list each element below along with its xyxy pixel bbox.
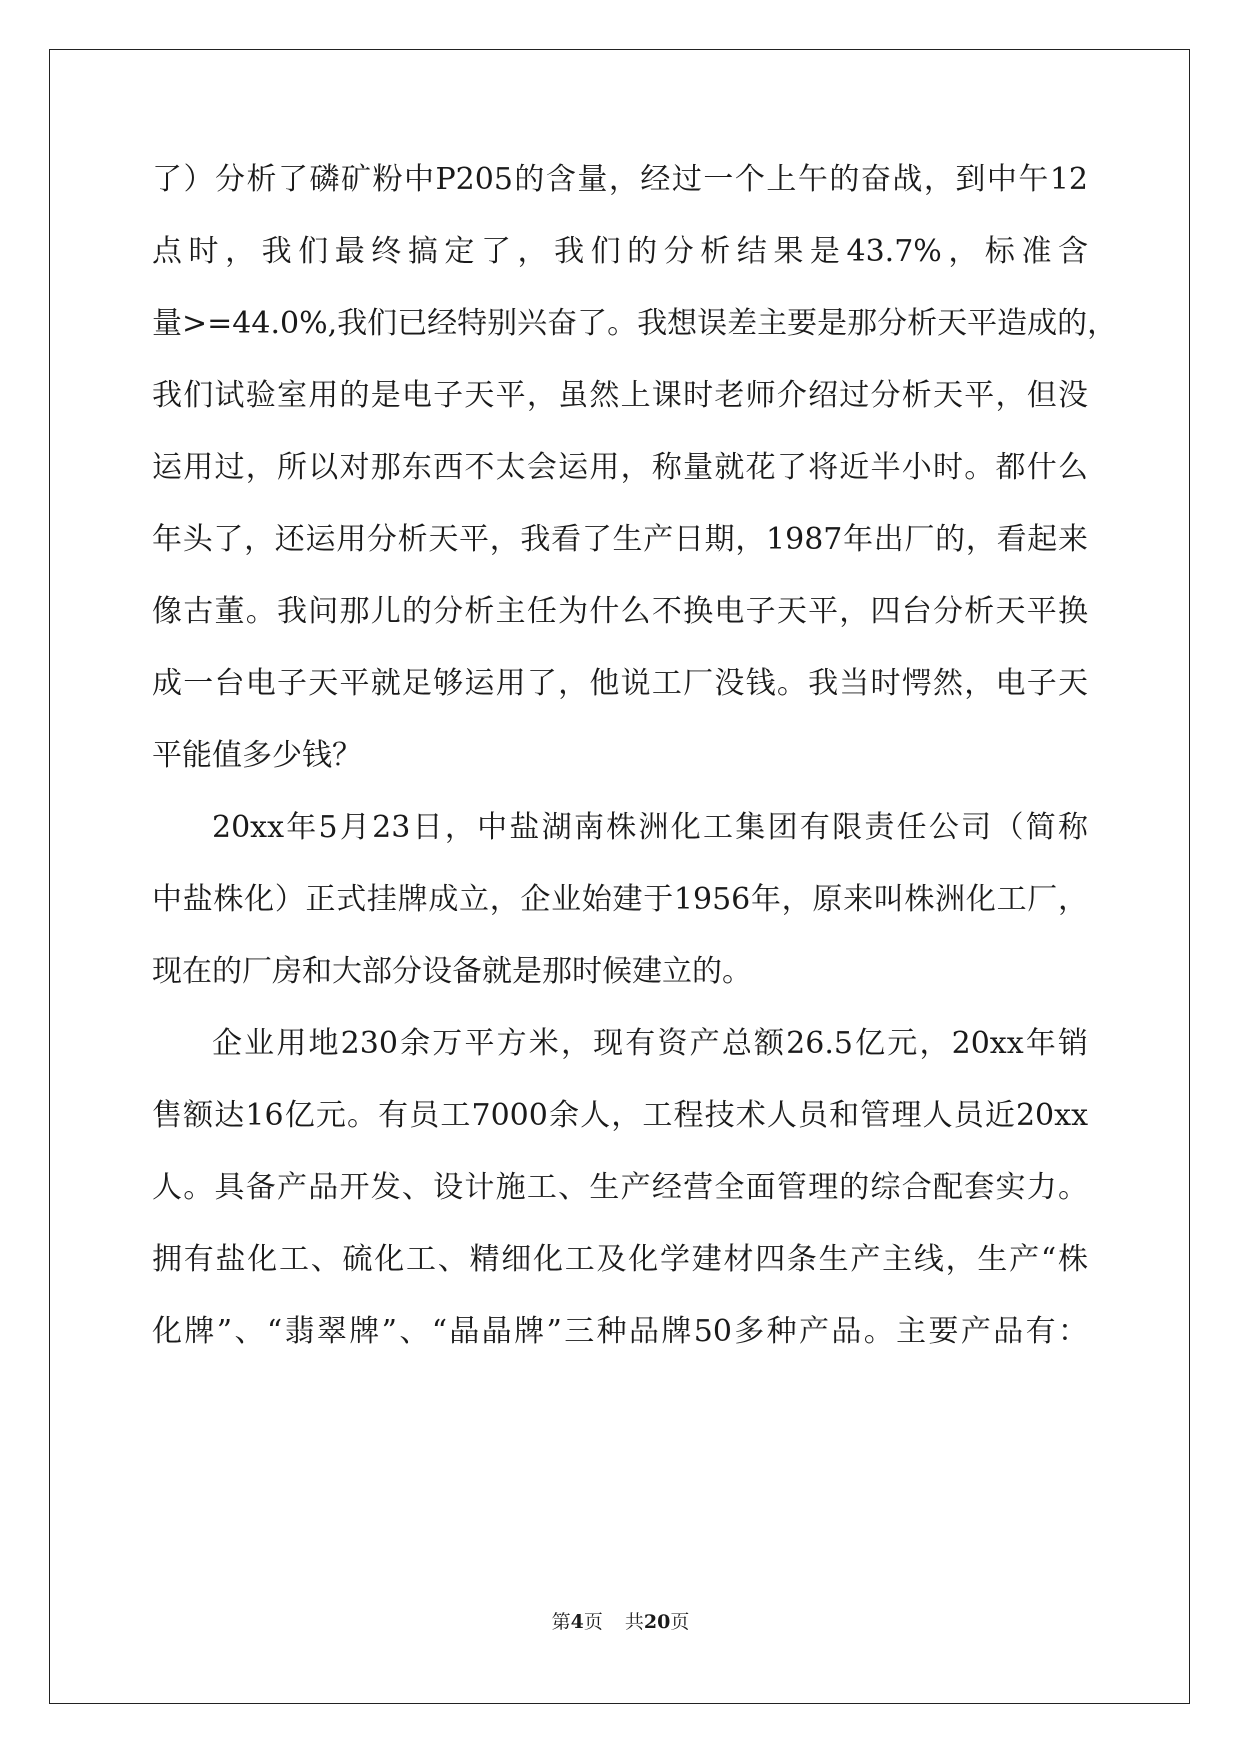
text-line: 拥有盐化工、硫化工、精细化工及化学建材四条生产主线，生产“株 [152, 1242, 1088, 1277]
paragraph-first-line: 20xx年5月23日，中盐湖南株洲化工集团有限责任公司（简称 [212, 810, 1088, 845]
text-line: 中盐株化）正式挂牌成立，企业始建于1956年，原来叫株洲化工厂， [152, 882, 1088, 917]
paragraph-first-line: 企业用地230余万平方米，现有资产总额26.5亿元，20xx年销 [212, 1026, 1088, 1061]
page-number: 4 [570, 1611, 584, 1633]
text-line: 我们试验室用的是电子天平，虽然上课时老师介绍过分析天平，但没 [152, 378, 1088, 413]
text-line: 年头了，还运用分析天平，我看了生产日期，1987年出厂的，看起来 [152, 522, 1088, 557]
text-line: 量>=44.0%,我们已经特别兴奋了。我想误差主要是那分析天平造成的， [152, 306, 1118, 341]
page-prefix: 第 [551, 1611, 571, 1633]
page-border [49, 49, 1190, 1704]
text-line: 人。具备产品开发、设计施工、生产经营全面管理的综合配套实力。 [152, 1170, 1088, 1205]
text-line: 运用过，所以对那东西不太会运用，称量就花了将近半小时。都什么 [152, 450, 1088, 485]
text-line: 平能值多少钱？ [152, 738, 362, 773]
text-line: 现在的厂房和大部分设备就是那时候建立的。 [152, 954, 752, 989]
text-line: 成一台电子天平就足够运用了，他说工厂没钱。我当时愕然，电子天 [152, 666, 1088, 701]
total-pages: 20 [643, 1611, 671, 1633]
text-line: 化牌”、“翡翠牌”、“晶晶牌”三种品牌50多种产品。主要产品有： [152, 1314, 1088, 1349]
page-unit: 页 [583, 1611, 603, 1633]
text-line: 了）分析了磷矿粉中P205的含量，经过一个上午的奋战，到中午12 [152, 162, 1088, 197]
total-unit: 页 [670, 1611, 690, 1633]
text-line: 像古董。我问那儿的分析主任为什么不换电子天平，四台分析天平换 [152, 594, 1088, 629]
text-line: 售额达16亿元。有员工7000余人，工程技术人员和管理人员近20xx [152, 1098, 1088, 1133]
text-line: 点时，我们最终搞定了，我们的分析结果是43.7%，标准含 [152, 234, 1088, 269]
page-footer [0, 1610, 1241, 1634]
total-prefix: 共 [624, 1611, 644, 1633]
